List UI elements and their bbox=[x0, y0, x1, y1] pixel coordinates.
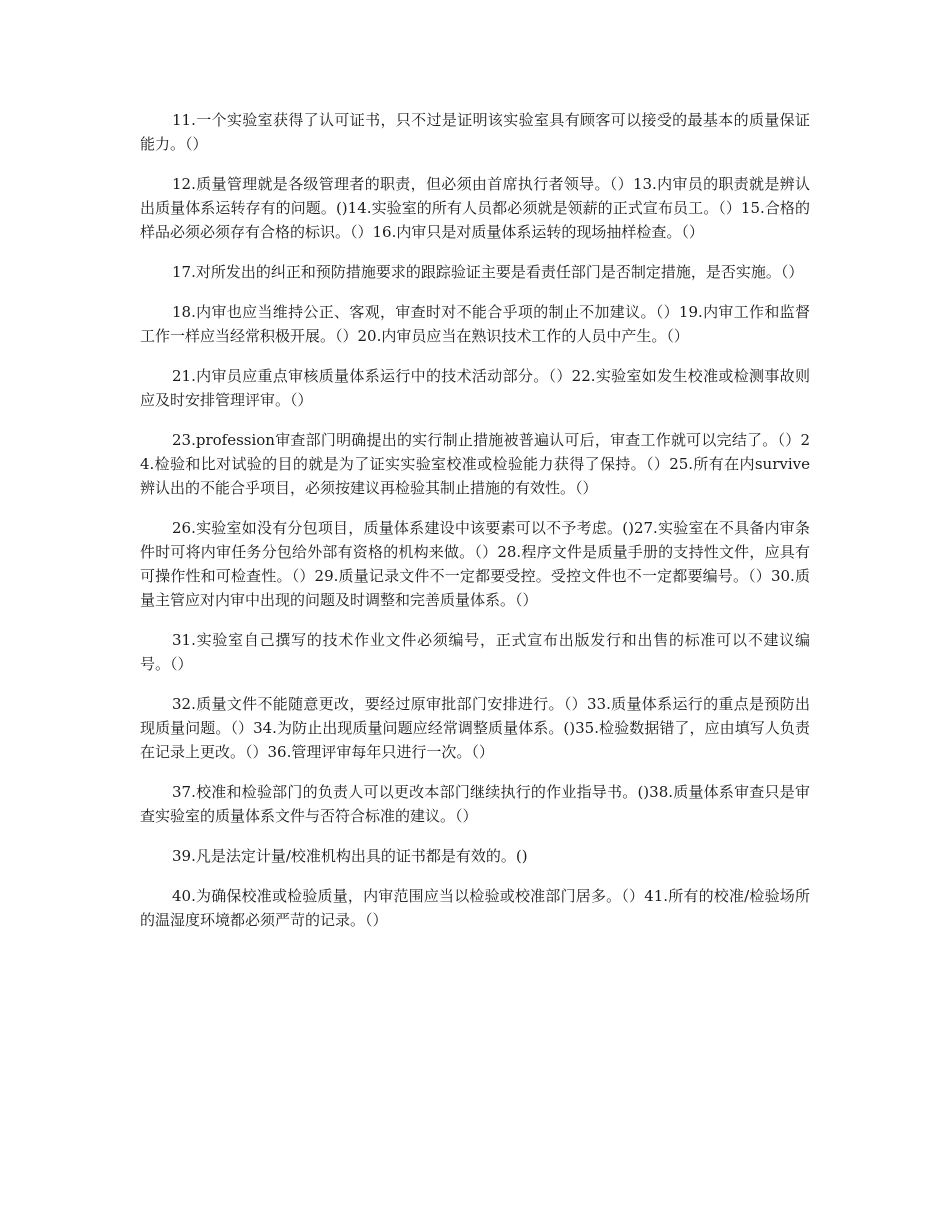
paragraph-q12-16: 12.质量管理就是各级管理者的职责，但必须由首席执行者领导。（）13.内审员的职责就是辨认出质量体系运转存有的问题。()14.实验室的所有人员都必须就是领薪的正式宣布员工。（）15.合格的样品必须必须存有合格的标识。（）16.内审只是对质量体系运转的现场抽样检查。（） bbox=[140, 175, 810, 241]
paragraph-q26-30: 26.实验室如没有分包项目，质量体系建设中该要素可以不予考虑。()27.实验室在不具备内审条件时可将内审任务分包给外部有资格的机构来做。（）28.程序文件是质量手册的支持性文件，应具有可操作性和可检查性。（）29.质量记录文件不一定都要受控。受控文件也不一定都要编号。（）30.质量主管应对内审中出现的问题及时调整和完善质量体系。（） bbox=[140, 519, 810, 609]
paragraph-q40-41: 40.为确保校准或检验质量，内审范围应当以检验或校准部门居多。（）41.所有的校准/检验场所的温湿度环境都必须严苛的记录。（） bbox=[140, 887, 810, 929]
paragraph-q32-36: 32.质量文件不能随意更改，要经过原审批部门安排进行。（）33.质量体系运行的重点是预防出现质量问题。（）34.为防止出现质量问题应经常调整质量体系。()35.检验数据错了，应由填写人负责在记录上更改。（）36.管理评审每年只进行一次。（） bbox=[140, 695, 810, 761]
paragraph-q17: 17.对所发出的纠正和预防措施要求的跟踪验证主要是看责任部门是否制定措施，是否实施。（） bbox=[172, 263, 804, 281]
paragraph-q23-25: 23.profession审查部门明确提出的实行制止措施被普遍认可后，审查工作就可以完结了。（）24.检验和比对试验的目的就是为了证实实验室校准或检验能力获得了保持。（）25.所有在内survive辨认出的不能合乎项目，必须按建议再检验其制止措施的有效性。（） bbox=[140, 431, 810, 497]
paragraph-q37-38: 37.校准和检验部门的负责人可以更改本部门继续执行的作业指导书。()38.质量体系审查只是审查实验室的质量体系文件与否符合标准的建议。（） bbox=[140, 783, 810, 825]
paragraph-q11: 11.一个实验室获得了认可证书，只不过是证明该实验室具有顾客可以接受的最基本的质量保证能力。（） bbox=[140, 111, 810, 153]
paragraph-q18-20: 18.内审也应当维持公正、客观，审查时对不能合乎项的制止不加建议。（）19.内审工作和监督工作一样应当经常积极开展。（）20.内审员应当在熟识技术工作的人员中产生。（） bbox=[140, 303, 810, 345]
paragraph-q39: 39.凡是法定计量/校准机构出具的证书都是有效的。() bbox=[172, 847, 528, 865]
paragraph-q21-22: 21.内审员应重点审核质量体系运行中的技术活动部分。（）22.实验室如发生校准或检测事故则应及时安排管理评审。（） bbox=[140, 367, 810, 409]
paragraph-q31: 31.实验室自己撰写的技术作业文件必须编号，正式宣布出版发行和出售的标准可以不建议编号。（） bbox=[140, 631, 810, 673]
